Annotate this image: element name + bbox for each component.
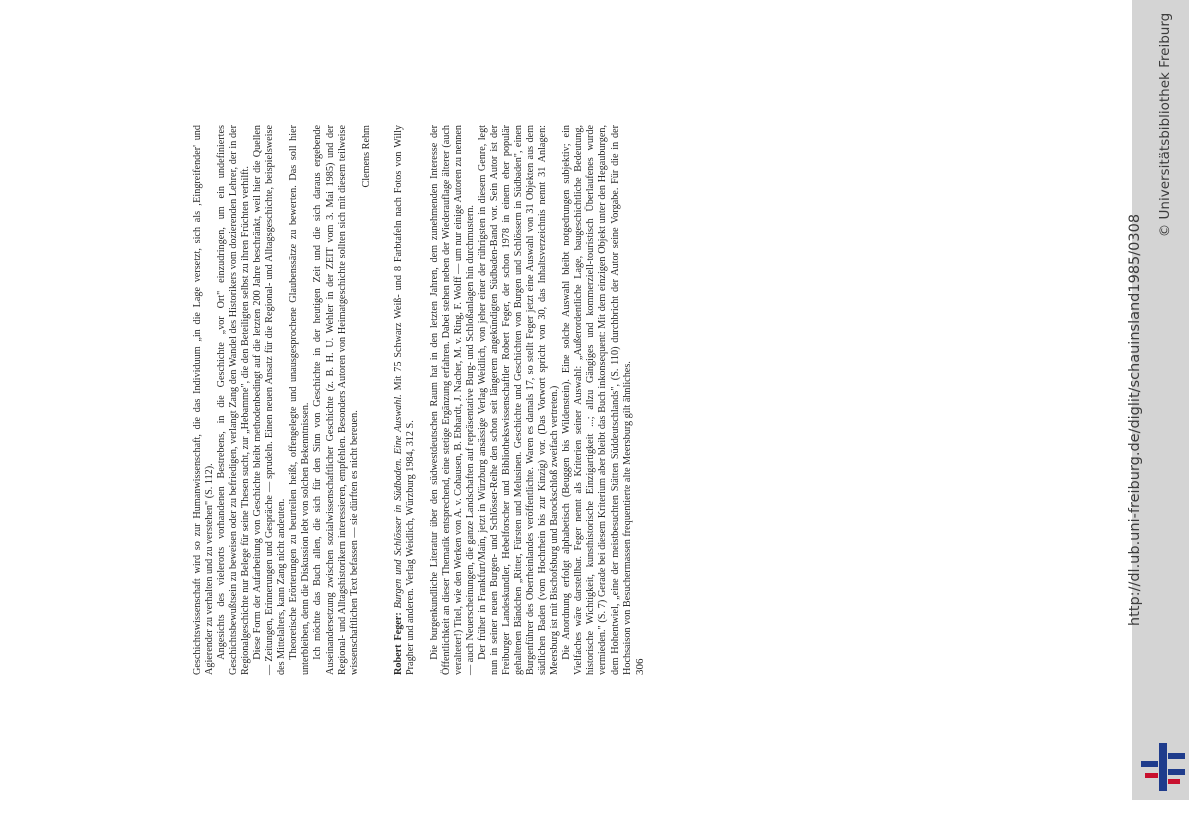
review-book-title: Burgen und Schlösser in Südbaden. Eine Auswahl.	[392, 394, 404, 609]
body-paragraph: Die burgenkundliche Literatur über den südwestdeutschen Raum hat in den letzten Jahren, dem zunehmenden Interesse der Öffentlichkeit an dieser Thematik entsprechend, eine stetige Ergänzung erfahren. Dabei stehen neben der Wiederauflage älterer (auch veralteter!) Titel, wie den Werken von A. v. Cohausen, B. Ebhardt, J. Nacher, M. v. Ring, F. Wolff — um nur einige Autoren zu nennen — auch Neuerscheinungen, die ganze Landschaften auf repräsentative Burg- und Schloßanlagen hin durchmustern.	[428, 125, 476, 675]
review-author: Robert Feger:	[392, 612, 404, 675]
permalink-url[interactable]: http://dl.ub.uni-freiburg.de/diglit/schauinsland1985/0308	[1127, 213, 1143, 627]
body-paragraph: Angesichts des vielerorts vorhandenen Bestrebens, in die Geschichte „vor Ort" einzudringen, um ein undefiniertes Geschichtsbewußtsein zu beweisen oder zu befriedigen, verlangt Zang den Wandel des Historikers vom dozierenden Lehrer, der in der Regionalgeschichte nur Belege für seine Thesen sucht, zur „Hebamme", die den Beteiligten selbst zu ihren Früchten verhilft.	[216, 125, 252, 675]
body-paragraph: Die Anordnung erfolgt alphabetisch (Beuggen bis Wildenstein). Eine solche Auswahl bleibt notgedrungen subjektiv; ein Vielfaches wäre darstellbar. Feger nennt als Kriterien seiner Auswahl: „Außerordentliche Lage, baugeschichtliche Bedeutung, historische Wichtigkeit, kunsthistorische Einzigartigkeit ...; allzu Gängiges und kommerziell-touristisch Überlaufenes wurde vermieden." (S. 7) Gerade bei diesem Kriterium aber bleibt das Buch inkonsequent: Mit dem einzigen Objekt unter den Hegauburgen, dem Hohentwiel, „eine der meistbesuchten Stätten Süddeutschlands", (S. 110) durchbricht der Autor seine Vorgabe. Für die in der Hochsaison von Besuchermassen frequentierte alte Meersburg gilt ähnliches.	[561, 125, 633, 675]
copyright-notice: © Universitätsbibliothek Freiburg	[1157, 12, 1173, 238]
body-paragraph: Theoretische Erörterungen zu beurteilen heißt, offengelegte und unausgesprochene Glaubenssätze zu bewerten. Das soll hier unterbleiben, denn die Diskussion lebt von solchen Bekenntnissen.	[288, 125, 312, 675]
body-paragraph: Geschichtswissenschaft wird so zur Humanwissenschaft, die das Individuum „in die Lage versetzt, sich als ‚Eingreifender' und Agierender zu verhalten und zu verstehen" (S. 112).	[192, 125, 216, 675]
ub-freiburg-logo-icon	[1141, 743, 1185, 791]
body-paragraph: Ich möchte das Buch allen, die sich für den Sinn von Geschichte in der heutigen Zeit und die sich daraus ergebende Auseinandersetzung zwischen sozialwissenschaftlicher Geschichte (z. B. H. U. Wehler in der ZEIT vom 3. Mai 1985) und der Regional- und Alltagshistorikern interessieren, empfehlen. Besonders Autoren von Heimatgeschichte sollten sich mit diesem teilweise wissenschaftlichen Text befassen — sie dürften es nicht bereuen.	[312, 125, 360, 675]
scanned-page-text	[192, 125, 932, 675]
reviewer-signature: Clemens Rehm	[360, 125, 372, 188]
body-paragraph: Der früher in Frankfurt/Main, jetzt in Würzburg ansässige Verlag Weidlich, von jeher einer der rührigsten in diesem Genre, legt nun in seiner neuen Burgen- und Schlösser-Reihe den schon seit längerem angekündigten Südbaden-Band vor. Sein Autor ist der Freiburger Landeskundler, Hebelforscher und Bibliothekswissenschaftler Robert Feger, der schon 1978 in einem eher populär gehaltenen Bändchen „Ritter, Fürsten und Melusinen. Geschichte und Geschichten von Burgen und Schlössern in Südbaden", einen Burgenführer des Oberrheinlandes veröffentlichte. Waren es damals 17, so stellt Feger jetzt eine Auswahl von 31 Objekten aus dem südlichen Baden (vom Hochrhein bis zur Kinzig) vor. (Das Vorwort spricht von 30, das Inhaltsverzeichnis nennt 31 Anlagen: Meersburg ist mit Bischofsburg und Barockschloß zweifach vertreten.)	[476, 125, 561, 675]
body-paragraph: Diese Form der Aufarbeitung von Geschichte bleibt methodenbedingt auf die letzten 200 Jahre beschränkt, weil hier die Quellen — Zeitungen, Erinnerungen und Gespräche — sprudeln. Einen neuen Ansatz für die Regional- und Alltagsgeschichte, beispielsweise des Mittelalters, kann Zang nicht andeuten.	[252, 125, 288, 675]
page-number: 306	[633, 658, 646, 675]
review-heading	[393, 125, 417, 675]
review-book-details: Mit 75 Schwarz Weiß- und 8 Farbtafeln nach Fotos von Willy Pragher und anderen. Verlag Weidlich, Würzburg 1984, 312 S.	[392, 124, 416, 675]
